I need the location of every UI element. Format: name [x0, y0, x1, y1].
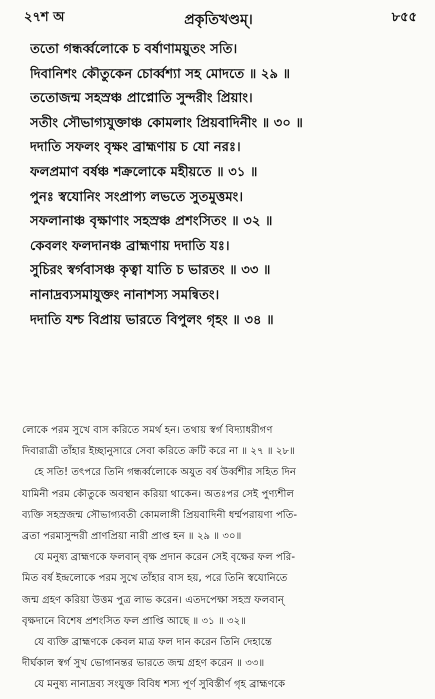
commentary-line: যে মনুষ্য নানাদ্রব্য সংযুক্ত বিবিধ শস্য পূর্ণ সুবিস্তীর্ণ গৃহ ব্রাহ্মণকে [34, 679, 286, 691]
commentary-line: দিবারাত্রী তাঁহার ইচ্ছানুসারে সেবা করিতে ক্রটি করে না ॥ ২৭ ॥ ২৮॥ [22, 446, 295, 458]
verse-line: ততো গন্ধর্ব্বলোকে চ বর্ষাণাময়ুতং সতি। [30, 42, 238, 57]
verse-line: পুনঃ স্বযোনিং সংপ্রাপ্য লভতে সুতমুত্তমং। [30, 189, 244, 205]
commentary-line: দীর্ঘকাল স্বর্গ সুখ ভোগানন্তর ভারতে জন্ম গ্রহণ করেন ॥ ৩৩॥ [22, 658, 265, 670]
verse-line: কেবলং ফলদানঞ্চ ব্রাহ্মণায় দদাতি যঃ। [30, 238, 230, 254]
commentary-line: লোকে পরম সুখে বাস করিতে সমর্থ হন। তথায় স্বর্গ বিদ্যাধরীগণ [22, 425, 273, 436]
page-number: ৮৫৫ [391, 10, 417, 25]
verse-line: নানাদ্রব্যসমাযুক্তং নানাশস্য সমন্বিতং। [30, 287, 220, 303]
commentary-line: যে মনুষ্য ব্রাহ্মণকে ফলবান্ বৃক্ষ প্রদান করেন সেই বৃক্ষের ফল পরি- [34, 552, 296, 564]
commentary-line: যে ব্যক্তি ব্রাহ্মণকে কেবল মাত্র ফল দান করেন তিনি দেহান্তে [34, 636, 272, 648]
verse-line: ততোজন্ম সহস্রঞ্চ প্রাপ্নোতি সুন্দরীং প্রিয়াং। [30, 91, 253, 107]
verse-line: সুচিরং স্বর্গবাসঞ্চ কৃত্বা যাতি চ ভারতং ॥ ৩৩ ॥ [30, 263, 271, 279]
page-header [20, 8, 417, 30]
commentary-line: জন্ম গ্রহণ করিয়া উত্তম পুত্র লাভ করেন। এতদপেক্ষা সহস্র ফলবান্ [22, 594, 285, 606]
verse-line: দদাতি যশ্চ বিপ্রায় ভারতে বিপুলং গৃহং ॥ ৩৪ ॥ [30, 312, 274, 328]
commentary-line: বৃক্ষদানে বিশেষ প্রশংসিত ফল প্রাপ্তি আছে ॥ ৩১ ॥ ৩২॥ [22, 615, 246, 627]
chapter-label: ২৭শ অ [24, 10, 65, 25]
verse-line: দদাতি সফলং বৃক্ষং ব্রাহ্মণায় চ যো নরঃ। [30, 140, 241, 156]
commentary-line: ব্রতা পরমাসুন্দরী প্রাণপ্রিয়া নারী প্রাপ্ত হন ॥ ২৯ ॥ ৩০॥ [22, 530, 242, 542]
commentary-line: হে সতি! তৎপরে তিনি গন্ধর্ব্বলোকে অযুত বর্ষ উর্ব্বশীর সহিত দিন [34, 467, 296, 479]
commentary-line: ব্যক্তি সহস্রজন্ম সৌভাগ্যবতী কোমলাঙ্গী প্রিয়বাদিনী ধর্ম্মপরায়ণা পতি- [22, 509, 298, 521]
running-title: প্রকৃতিখণ্ডম্। [184, 12, 253, 28]
verse-line: সতীং সৌভাগ্যযুক্তাঞ্চ কোমলাং প্রিয়বাদিনীং ॥ ৩০ ॥ [30, 115, 304, 131]
sanskrit-verses [30, 38, 425, 333]
verse-line: সফলানাঞ্চ বৃক্ষাণাং সহস্রঞ্চ প্রশংসিতং ॥ ৩২ ॥ [30, 214, 273, 230]
commentary-line: মিত বর্ষ ইন্দ্রলোকে পরম সুখে তাঁহার বাস হয়, পরে তিনি স্বযোনিতে [22, 573, 288, 585]
verse-line: দিবানিশং কৌতুকেন চোর্ব্বশ্যা সহ মোদতে ॥ ২৯ ॥ [30, 66, 291, 82]
bengali-commentary [22, 420, 427, 695]
verse-line: ফলপ্রমাণ বর্ষঞ্চ শক্রলোকে মহীয়তে ॥ ৩১ ॥ [30, 164, 258, 180]
commentary-line: যামিনী পরম কৌতুকে অবস্থান করিয়া থাকেন। অতঃপর সেই পুণ্যশীল [22, 488, 295, 500]
